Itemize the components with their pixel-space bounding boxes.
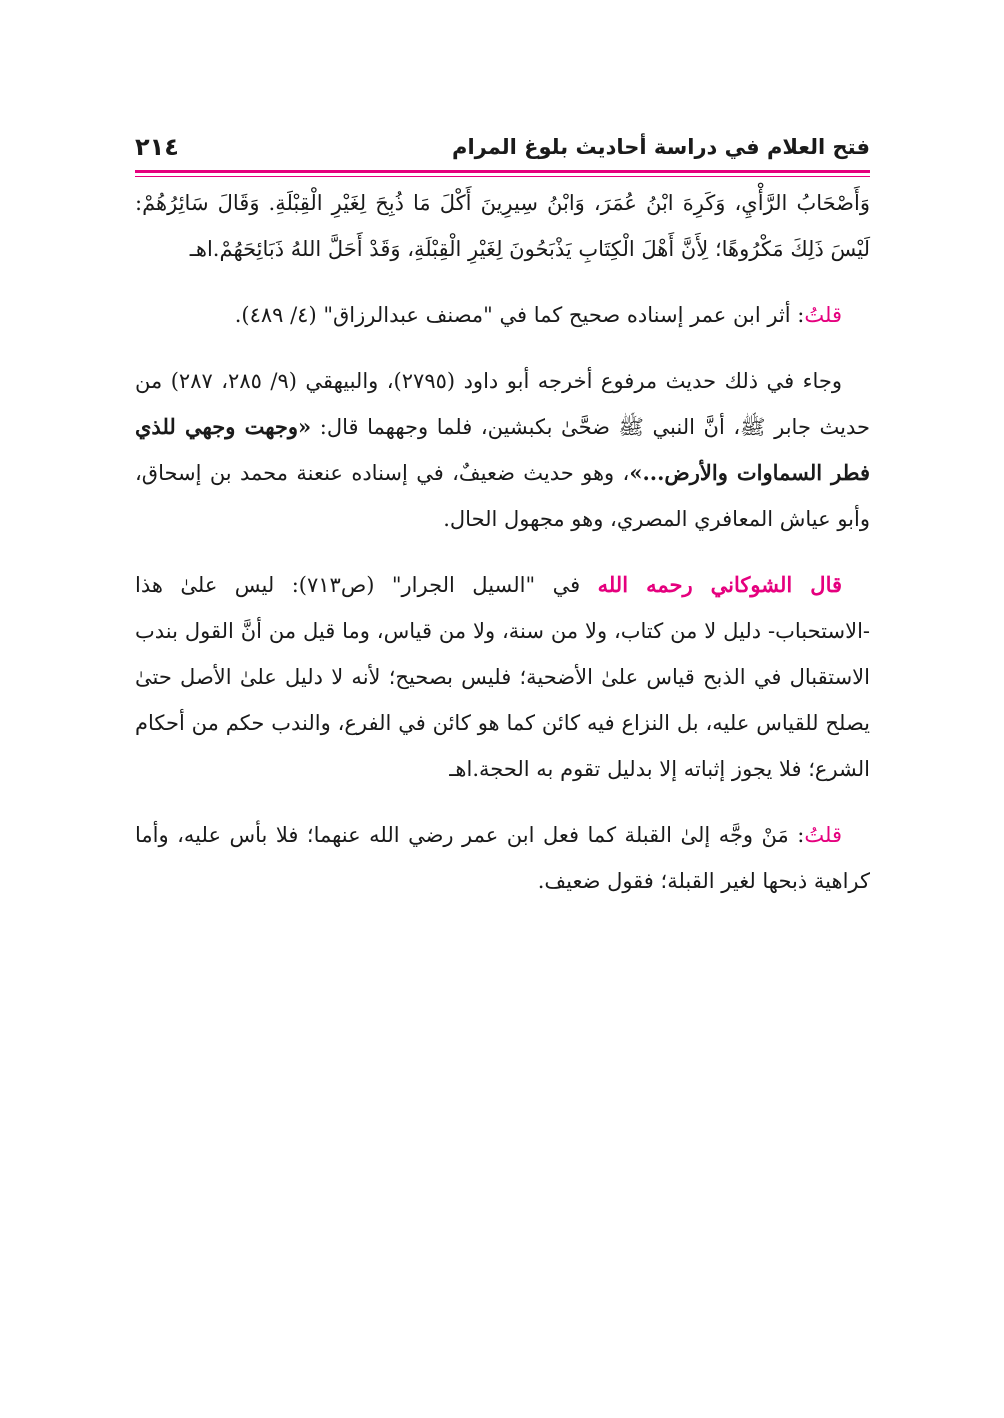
paragraph-text: وجاء في ذلك حديث مرفوع أخرجه أبو داود (٢٧٩٥)، والبيهقي (٩/ ٢٨٥، ٢٨٧) من حديث جابر ﷺ، أنَّ النبي ﷺ ضحَّىٰ بكبشين، فلما وجههما قال: [135, 369, 870, 439]
running-title: فتح العلام في دراسة أحاديث بلوغ المرام [452, 135, 870, 159]
note-lead-label: قلتُ [804, 823, 842, 847]
page-number: ٢١٤ [135, 133, 179, 161]
header-rule-thick [135, 170, 870, 173]
paragraph-note-2 [135, 812, 870, 904]
paragraph-note-1 [135, 292, 870, 338]
paragraph-text: وَأَصْحَابُ الرَّأْيِ، وَكَرِهَ ابْنُ عُمَرَ، وَابْنُ سِيرِينَ أَكْلَ مَا ذُبِحَ لِغَيْرِ الْقِبْلَةِ. وَقَالَ سَائِرُهُمْ: لَيْسَ ذَلِكَ مَكْرُوهًا؛ لِأَنَّ أَهْلَ الْكِتَابِ يَذْبَحُونَ لِغَيْرِ الْقِبْلَةِ، وَقَدْ أَحَلَّ اللهُ ذَبَائِحَهُمْ.اهـ [135, 191, 870, 261]
paragraph-hadith [135, 358, 870, 542]
paragraph-text: ، وهو حديث ضعيفٌ، في إسناده عنعنة محمد بن إسحاق، وأبو عياش المعافري المصري، وهو مجهول الحال. [135, 461, 870, 531]
paragraph-text: في "السيل الجرار" (ص٧١٣): ليس علىٰ هذا -الاستحباب- دليل لا من كتاب، ولا من سنة، ولا من قياس، وما قيل من أنَّ القول بندب الاستقبال في الذبح قياس علىٰ الأضحية؛ فليس بصحيح؛ لأنه لا دليل علىٰ الأصل حتىٰ يصلح للقياس عليه، بل النزاع فيه كائن كما هو كائن في الفرع، والندب حكم من أحكام الشرع؛ فلا يجوز إثباته إلا بدليل تقوم به الحجة.اهـ [135, 573, 870, 781]
paragraph-quote-continuation [135, 180, 870, 272]
note-lead-label: قلتُ [804, 303, 842, 327]
header-rule-thin [135, 176, 870, 177]
page-header [135, 120, 870, 174]
paragraph-text: : مَنْ وجَّه إلىٰ القبلة كما فعل ابن عمر رضي الله عنهما؛ فلا بأس عليه، وأما كراهية ذبحها لغير القبلة؛ فقول ضعيف. [135, 823, 870, 893]
hadith-quote: «وجهت وجهي للذي فطر السماوات والأرض...» [135, 414, 870, 485]
paragraph-shawkani [135, 562, 870, 792]
page-body [135, 180, 870, 924]
scholar-name: قال الشوكاني رحمه الله [597, 572, 843, 597]
paragraph-text: : أثر ابن عمر إسناده صحيح كما في "مصنف عبدالرزاق" (٤/ ٤٨٩). [234, 303, 805, 327]
